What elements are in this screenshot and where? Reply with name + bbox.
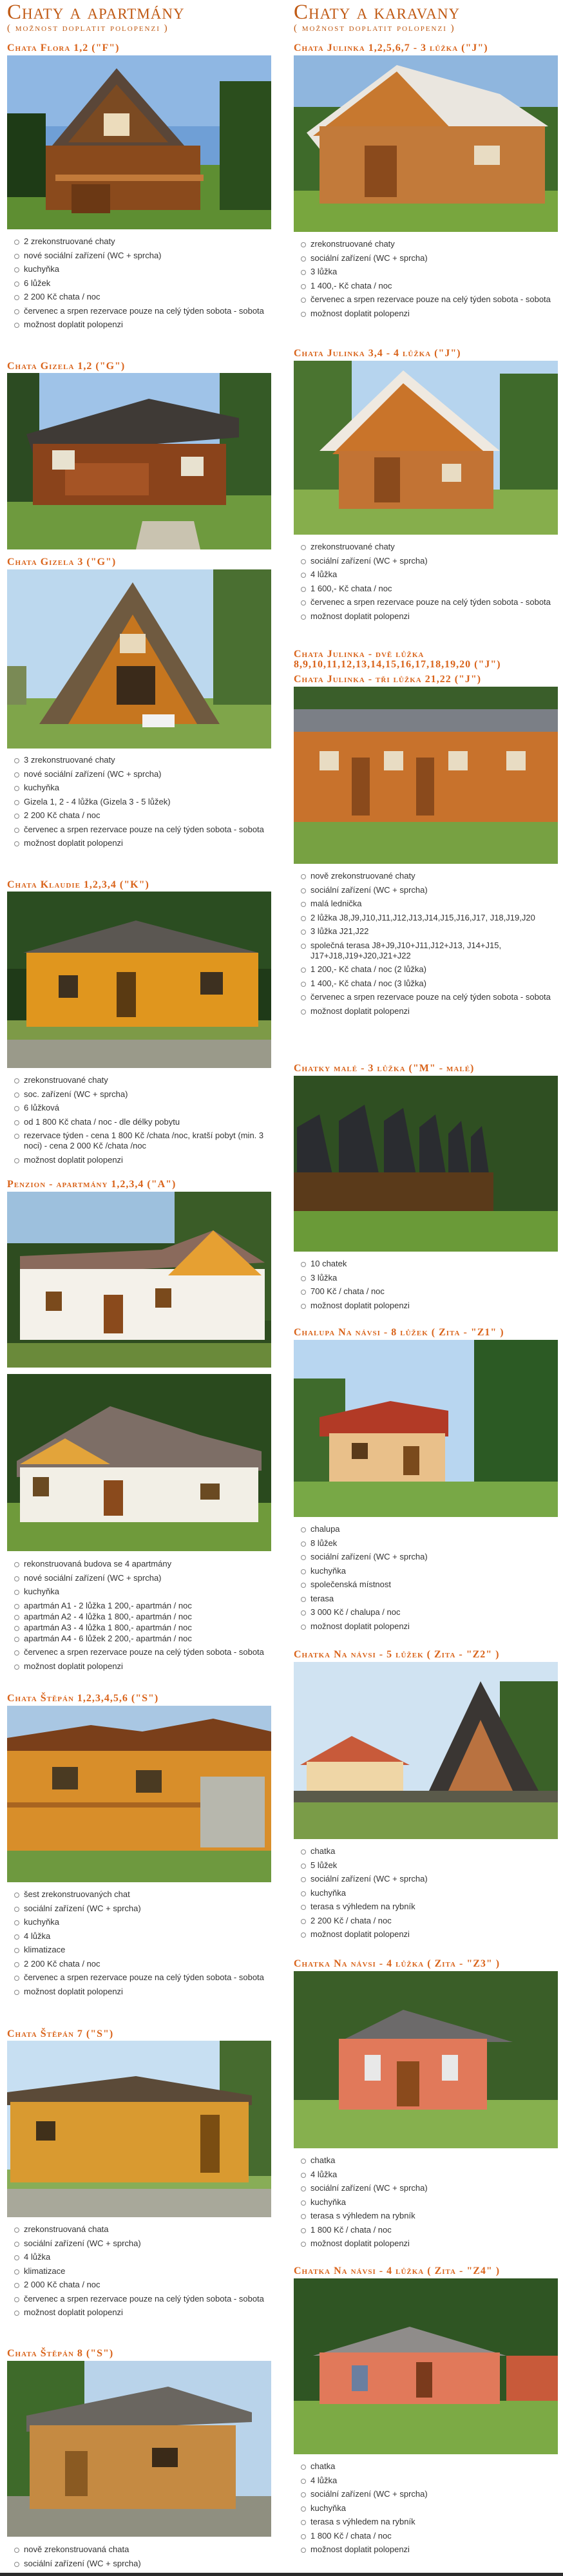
list-item: nově zrekonstruovaná chata xyxy=(22,2544,271,2555)
section-heading-stepan-1-6[interactable]: Chata Štěpán 1,2,3,4,5,6 ("S") xyxy=(7,1693,159,1704)
feature-list-julinka-4 xyxy=(294,542,558,625)
list-item: červenec a srpen rezervace pouze na celý týden sobota - sobota xyxy=(22,825,271,835)
list-item: společenská místnost xyxy=(309,1579,558,1590)
list-item: 2 200 Kč chata / noc xyxy=(22,810,271,821)
list-item: 2 200 Kč / chata / noc xyxy=(309,1916,558,1926)
photo-chatka-z4[interactable] xyxy=(294,2278,558,2454)
list-item: zrekonstruované chaty xyxy=(309,239,558,249)
list-item: možnost doplatit polopenzi xyxy=(309,1621,558,1632)
list-item: sociální zařízení (WC + sprcha) xyxy=(309,253,558,263)
section-heading-chatka-z3[interactable]: Chatka Na návsi - 4 lůžka ( Zita - "Z3" ) xyxy=(294,1958,501,1969)
list-item: chalupa xyxy=(309,1524,558,1534)
photo-chata-stepan-1-6[interactable] xyxy=(7,1706,271,1882)
list-item: možnost doplatit polopenzi xyxy=(309,2238,558,2249)
list-item: klimatizace xyxy=(22,2266,271,2276)
list-item: sociální zařízení (WC + sprcha) xyxy=(22,2559,271,2569)
section-heading-chatka-z2[interactable]: Chatka Na návsi - 5 lůžek ( Zita - "Z2" ) xyxy=(294,1649,500,1660)
section-heading-chatky-male[interactable]: Chatky malé - 3 lůžka ("M" - malé) xyxy=(294,1063,475,1074)
list-item: od 1 800 Kč chata / noc - dle délky pobytu xyxy=(22,1117,271,1127)
photo-chata-julinka-4[interactable] xyxy=(294,361,558,535)
list-item: apartmán A4 - 6 lůžek 2 200,- apartmán / noc xyxy=(22,1634,271,1644)
feature-list-stepan-7 xyxy=(7,2224,271,2322)
section-heading-julinka-4[interactable]: Chata Julinka 3,4 - 4 lůžka ("J") xyxy=(294,348,461,359)
photo-chalupa-z1[interactable] xyxy=(294,1340,558,1517)
photo-chata-julinka-3[interactable] xyxy=(294,55,558,232)
feature-list-chalupa-z1 xyxy=(294,1524,558,1635)
photo-chatka-z2[interactable] xyxy=(294,1662,558,1839)
list-item: kuchyňka xyxy=(22,1917,271,1927)
list-item: apartmán A2 - 4 lůžka 1 800,- apartmán / noc xyxy=(22,1612,271,1622)
list-item: nově zrekonstruované chaty xyxy=(309,871,558,881)
list-item: chatka xyxy=(309,2155,558,2166)
list-item: červenec a srpen rezervace pouze na celý týden sobota - sobota xyxy=(22,306,271,316)
list-item: rezervace týden - cena 1 800 Kč /chata /noc, kratší pobyt (min. 3 noci) - cena 2 000 Kč /chata /noc xyxy=(22,1131,271,1151)
list-item: společná terasa J8+J9,J10+J11,J12+J13, J14+J15, J17+J18,J19+J20,J21+J22 xyxy=(309,940,558,961)
bottom-bar xyxy=(0,2573,563,2576)
list-item: kuchyňka xyxy=(309,2197,558,2208)
list-item: apartmán A3 - 4 lůžka 1 800,- apartmán / noc xyxy=(22,1623,271,1633)
photo-chata-stepan-8[interactable] xyxy=(7,2361,271,2537)
list-item: červenec a srpen rezervace pouze na celý týden sobota - sobota xyxy=(309,992,558,1002)
feature-list-stepan-1-6 xyxy=(7,1889,271,2000)
list-item: červenec a srpen rezervace pouze na celý týden sobota - sobota xyxy=(22,1972,271,1983)
left-column xyxy=(7,0,271,2568)
list-item: sociální zařízení (WC + sprcha) xyxy=(22,1903,271,1914)
feature-list-chatka-z3 xyxy=(294,2155,558,2253)
list-item: sociální zařízení (WC + sprcha) xyxy=(309,1874,558,1884)
list-item: 10 chatek xyxy=(309,1259,558,1269)
list-item: možnost doplatit polopenzi xyxy=(22,1155,271,1165)
list-item: možnost doplatit polopenzi xyxy=(22,320,271,330)
list-item: 8 lůžek xyxy=(309,1538,558,1549)
list-item: 2 200 Kč chata / noc xyxy=(22,1959,271,1969)
list-item: kuchyňka xyxy=(22,1587,271,1597)
section-heading-penzion[interactable]: Penzion - apartmány 1,2,3,4 ("A") xyxy=(7,1179,177,1190)
list-item: 2 200 Kč chata / noc xyxy=(22,292,271,302)
list-item: 3 zrekonstruované chaty xyxy=(22,755,271,765)
heading-line: 8,9,10,11,12,13,14,15,16,17,18,19,20 ("J") xyxy=(294,659,501,670)
list-item: sociální zařízení (WC + sprcha) xyxy=(309,1552,558,1562)
section-heading-flora[interactable]: Chata Flora 1,2 ("F") xyxy=(7,43,120,53)
list-item: 3 lůžka xyxy=(309,267,558,277)
list-item: rekonstruovaná budova se 4 apartmány xyxy=(22,1559,271,1569)
list-item: malá lednička xyxy=(309,899,558,909)
section-heading-julinka-3[interactable]: Chata Julinka 1,2,5,6,7 - 3 lůžka ("J") xyxy=(294,43,488,53)
list-item: sociální zařízení (WC + sprcha) xyxy=(309,2489,558,2499)
list-item: možnost doplatit polopenzi xyxy=(309,309,558,319)
photo-chata-gizela-3[interactable] xyxy=(7,569,271,749)
feature-list-julinka-3 xyxy=(294,239,558,322)
list-item: 1 400,- Kč chata / noc xyxy=(309,281,558,291)
list-item: 5 lůžek xyxy=(309,1860,558,1871)
section-heading-julinka-2-luzka[interactable] xyxy=(294,649,558,670)
list-item: terasa xyxy=(309,1594,558,1604)
feature-list-chatka-z4 xyxy=(294,2461,558,2559)
feature-list-julinka-small xyxy=(294,871,558,1020)
list-item: 2 zrekonstruované chaty xyxy=(22,236,271,247)
list-item: sociální zařízení (WC + sprcha) xyxy=(309,885,558,895)
list-item: nové sociální zařízení (WC + sprcha) xyxy=(22,251,271,261)
photo-chata-flora[interactable] xyxy=(7,55,271,229)
section-heading-stepan-8[interactable]: Chata Štěpán 8 ("S") xyxy=(7,2348,114,2359)
section-heading-stepan-7[interactable]: Chata Štěpán 7 ("S") xyxy=(7,2028,114,2039)
list-item: zrekonstruované chaty xyxy=(309,542,558,552)
feature-list-flora xyxy=(7,236,271,334)
list-item: 2 000 Kč chata / noc xyxy=(22,2280,271,2290)
photo-penzion-2[interactable] xyxy=(7,1374,271,1551)
section-heading-klaudie[interactable]: Chata Klaudie 1,2,3,4 ("K") xyxy=(7,879,149,890)
list-item: nové sociální zařízení (WC + sprcha) xyxy=(22,769,271,779)
list-item: 1 200,- Kč chata / noc (2 lůžka) xyxy=(309,964,558,975)
list-item: možnost doplatit polopenzi xyxy=(309,1006,558,1016)
page-title-right: Chaty a karavany xyxy=(294,1,461,24)
feature-list-chatka-z2 xyxy=(294,1846,558,1943)
feature-list-chatky-male xyxy=(294,1259,558,1314)
list-item: možnost doplatit polopenzi xyxy=(22,1987,271,1997)
list-item: 4 lůžka xyxy=(309,2476,558,2486)
list-item: zrekonstruované chaty xyxy=(22,1075,271,1085)
heading-line: Chata Julinka - dvě lůžka xyxy=(294,649,425,660)
list-item: apartmán A1 - 2 lůžka 1 200,- apartmán / noc xyxy=(22,1601,271,1611)
list-item: nové sociální zařízení (WC + sprcha) xyxy=(22,1573,271,1583)
list-item: možnost doplatit polopenzi xyxy=(309,1301,558,1311)
photo-chatky-male[interactable] xyxy=(294,1076,558,1252)
feature-list-penzion xyxy=(7,1559,271,1675)
list-item: červenec a srpen rezervace pouze na celý týden sobota - sobota xyxy=(309,294,558,305)
list-item: kuchyňka xyxy=(22,783,271,793)
list-item: Gizela 1, 2 - 4 lůžka (Gizela 3 - 5 lůžek) xyxy=(22,797,271,807)
photo-chata-gizela-1-2[interactable] xyxy=(7,373,271,549)
list-item: 4 lůžka xyxy=(309,569,558,580)
feature-list-gizela xyxy=(7,755,271,852)
photo-chatka-z3[interactable] xyxy=(294,1971,558,2148)
list-item: zrekonstruovaná chata xyxy=(22,2224,271,2235)
list-item: možnost doplatit polopenzi xyxy=(309,1929,558,1940)
page-title: Chaty a apartmány xyxy=(7,1,185,24)
list-item: kuchyňka xyxy=(309,1566,558,1576)
list-item: červenec a srpen rezervace pouze na celý týden sobota - sobota xyxy=(22,2294,271,2304)
list-item: červenec a srpen rezervace pouze na celý týden sobota - sobota xyxy=(309,597,558,607)
list-item: 1 400,- Kč chata / noc (3 lůžka) xyxy=(309,978,558,989)
list-item: terasa s výhledem na rybník xyxy=(309,1902,558,1912)
list-item: 6 lůžková xyxy=(22,1103,271,1113)
list-item: 4 lůžka xyxy=(22,1931,271,1942)
list-item: 4 lůžka xyxy=(309,2170,558,2180)
list-item: šest zrekonstruovaných chat xyxy=(22,1889,271,1900)
photo-chata-stepan-7[interactable] xyxy=(7,2041,271,2217)
section-heading-gizela-3[interactable]: Chata Gizela 3 ("G") xyxy=(7,557,117,568)
list-item: 4 lůžka xyxy=(22,2252,271,2262)
list-item: kuchyňka xyxy=(22,264,271,274)
list-item: 6 lůžek xyxy=(22,278,271,289)
list-item: chatka xyxy=(309,2461,558,2472)
list-item: možnost doplatit polopenzi xyxy=(309,2544,558,2555)
page-subtitle-right: ( možnost doplatit polopenzi ) xyxy=(294,23,455,33)
list-item: chatka xyxy=(309,1846,558,1856)
list-item: možnost doplatit polopenzi xyxy=(22,1661,271,1672)
list-item: 3 lůžka xyxy=(309,1273,558,1283)
photo-chata-julinka-small[interactable] xyxy=(294,687,558,864)
list-item: červenec a srpen rezervace pouze na celý týden sobota - sobota xyxy=(22,1647,271,1657)
list-item: 2 lůžka J8,J9,J10,J11,J12,J13,J14,J15,J16,J17, J18,J19,J20 xyxy=(309,913,558,923)
list-item: sociální zařízení (WC + sprcha) xyxy=(309,556,558,566)
right-column xyxy=(294,0,558,2554)
feature-list-stepan-8 xyxy=(7,2544,271,2572)
list-item: kuchyňka xyxy=(309,2503,558,2514)
list-item: sociální zařízení (WC + sprcha) xyxy=(309,2183,558,2193)
section-heading-gizela-1-2[interactable]: Chata Gizela 1,2 ("G") xyxy=(7,361,126,372)
list-item: 3 000 Kč / chalupa / noc xyxy=(309,1607,558,1617)
list-item: 1 800 Kč / chata / noc xyxy=(309,2531,558,2541)
list-item: 3 lůžka J21,J22 xyxy=(309,926,558,937)
list-item: možnost doplatit polopenzi xyxy=(22,2307,271,2318)
list-item: 1 600,- Kč chata / noc xyxy=(309,584,558,594)
list-item: klimatizace xyxy=(22,1945,271,1955)
list-item: soc. zařízení (WC + sprcha) xyxy=(22,1089,271,1100)
list-item: možnost doplatit polopenzi xyxy=(22,838,271,848)
photo-chata-klaudie[interactable] xyxy=(7,892,271,1068)
section-heading-chalupa-z1[interactable]: Chalupa Na návsi - 8 lůžek ( Zita - "Z1" ) xyxy=(294,1327,504,1338)
page-subtitle: ( možnost doplatit polopenzi ) xyxy=(7,23,169,33)
list-item: terasa s výhledem na rybník xyxy=(309,2517,558,2527)
section-heading-julinka-3-luzka[interactable]: Chata Julinka - tři lůžka 21,22 ("J") xyxy=(294,674,482,685)
feature-list-klaudie xyxy=(7,1075,271,1169)
list-item: 700 Kč / chata / noc xyxy=(309,1286,558,1297)
list-item: terasa s výhledem na rybník xyxy=(309,2211,558,2221)
list-item: 1 800 Kč / chata / noc xyxy=(309,2225,558,2235)
photo-penzion-1[interactable] xyxy=(7,1192,271,1368)
list-item: sociální zařízení (WC + sprcha) xyxy=(22,2238,271,2249)
section-heading-chatka-z4[interactable]: Chatka Na návsi - 4 lůžka ( Zita - "Z4" ) xyxy=(294,2266,501,2276)
list-item: kuchyňka xyxy=(309,1888,558,1898)
list-item: možnost doplatit polopenzi xyxy=(309,611,558,622)
